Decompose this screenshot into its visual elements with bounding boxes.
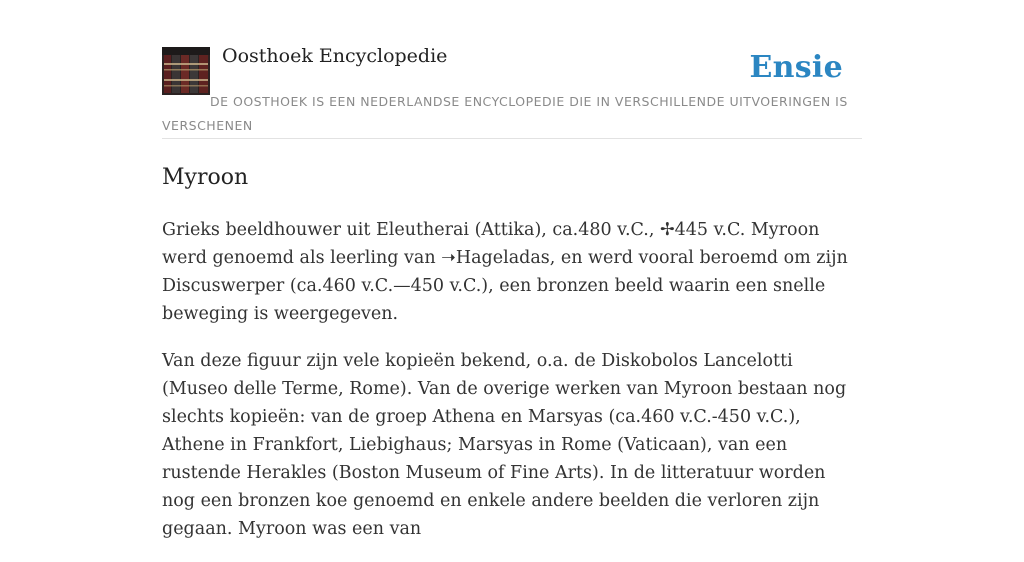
- encyclopedia-books-icon[interactable]: [162, 47, 210, 95]
- brand-logo[interactable]: Ensie: [749, 50, 843, 85]
- article-title: Myroon: [162, 165, 249, 190]
- header-divider: [162, 138, 862, 139]
- avatar-image: [162, 47, 210, 95]
- article-paragraph: Van deze figuur zijn vele kopieën bekend, o.a. de Diskobolos Lancelotti (Museo delle Terme, Rome). Van de overige werken van Myroon bestaan nog slechts kopieën: van de groep Athena en Marsyas (ca.460 v.C.-450 v.C.), Athene in Frankfort, Liebighaus; Marsyas in Rome (Vaticaan), van een rustende Herakles (Boston Museum of Fine Arts). In de litteratuur worden nog een bronzen koe genoemd en enkele andere beelden die verloren zijn gegaan. Myroon was een van: [162, 351, 847, 539]
- site-tagline: DE OOSTHOEK IS EEN NEDERLANDSE ENCYCLOPEDIE DIE IN VERSCHILLENDE UITVOERINGEN IS VERSCHENEN: [162, 94, 848, 133]
- site-name[interactable]: Oosthoek Encyclopedie: [222, 45, 448, 67]
- article-paragraph: Grieks beeldhouwer uit Eleutherai (Attika), ca.480 v.C., ✢445 v.C. Myroon werd genoemd als leerling van ➝Hageladas, en werd vooral beroemd om zijn Discuswerper (ca.460 v.C.—450 v.C.), een bronzen beeld waarin een snelle beweging is weergegeven.: [162, 220, 848, 324]
- article-body: [162, 216, 862, 562]
